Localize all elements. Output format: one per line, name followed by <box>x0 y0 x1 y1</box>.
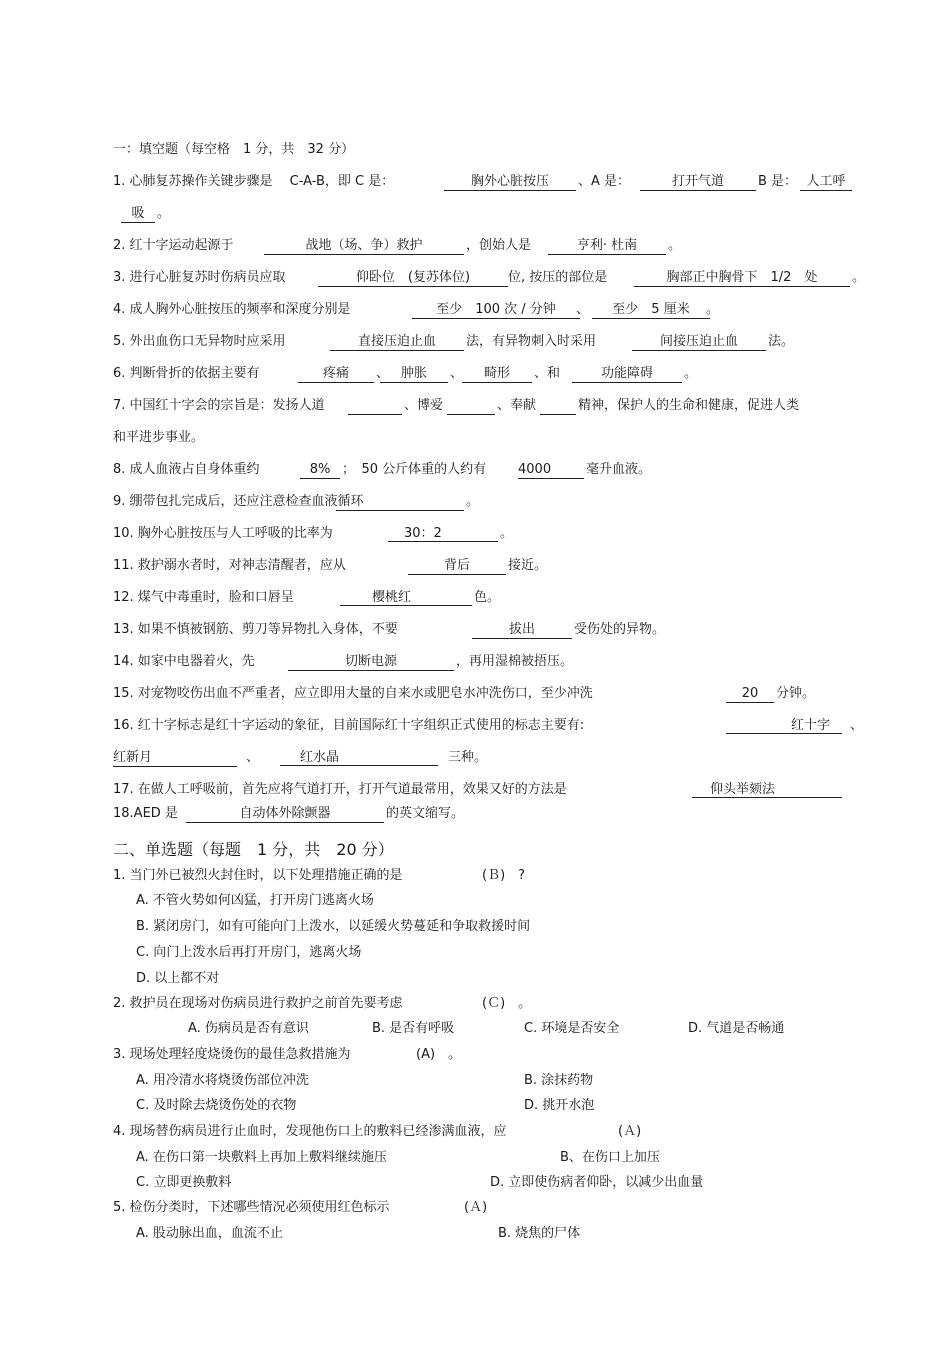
q4-end: 。 <box>706 302 720 317</box>
q16-answer-1: 红十字 <box>726 718 842 734</box>
mc1-stem: 1. 当门外已被烈火封住时，以下处理措施正确的是 <box>113 868 403 883</box>
mc4-option-a: A. 在伤口第一块敷料上再加上敷料继续施压 <box>136 1150 387 1165</box>
q7-blank-3 <box>540 398 576 415</box>
mc5-stem: 5. 检伤分类时，下述哪些情况必须使用红色标示 <box>113 1200 390 1215</box>
q3-end: 。 <box>852 270 866 285</box>
q4-text: 4. 成人胸外心脏按压的频率和深度分别是 <box>113 302 351 317</box>
q5-answer-1: 直接压迫止血 <box>330 334 464 351</box>
q16-answer-3: 红水晶 <box>280 750 438 766</box>
mc4-answer: (Ａ) <box>618 1124 642 1139</box>
q13-text: 13. 如果不慎被钢筋、剪刀等异物扎入身体，不要 <box>113 622 398 637</box>
q7-blank-1 <box>348 398 402 415</box>
q2-answer-2: 亨利· 杜南 <box>548 238 666 255</box>
q8-answer-2: 4000 <box>518 462 584 479</box>
q6-answer-1: 疼痛 <box>298 366 374 383</box>
q6-sep-3: 、和 <box>534 366 561 381</box>
mc2-answer: (Ｃ) 。 <box>482 996 532 1011</box>
mc2-option-b: B. 是否有呼吸 <box>372 1021 455 1036</box>
q4-answer-2: 至少 5 厘米 <box>592 302 710 319</box>
q1-answer-b-cont: 吸 <box>121 206 155 223</box>
q1-text-2: 、A 是： <box>578 174 631 189</box>
q18-answer: 自动体外除颤器 <box>186 806 384 823</box>
q1-text: 1. 心肺复苏操作关键步骤是 C-A-B，即 C 是： <box>113 174 395 189</box>
section1-title: 一：填空题（每空格 1 分，共 32 分） <box>113 142 355 157</box>
q17-text: 17. 在做人工呼吸前，首先应将气道打开，打开气道最常用，效果又好的方法是 <box>113 782 567 797</box>
q8-text: 8. 成人血液占自身体重约 <box>113 462 260 477</box>
q6-text: 6. 判断骨折的依据主要有 <box>113 366 260 381</box>
q5-end: 法。 <box>768 334 795 349</box>
q16-end: 三种。 <box>448 750 488 765</box>
q5-answer-2: 间接压迫止血 <box>632 334 766 351</box>
q15-text: 15. 对宠物咬伤出血不严重者，应立即用大量的自来水或肥皂水冲洗伤口，至少冲洗 <box>113 686 593 701</box>
mc2-option-a: A. 伤病员是否有意识 <box>188 1021 309 1036</box>
q1-end: 。 <box>157 206 171 221</box>
q10-text: 10. 胸外心脏按压与人工呼吸的比率为 <box>113 526 333 541</box>
q16-answer-2: 红新月 <box>113 750 237 767</box>
q14-answer: 切断电源 <box>288 654 454 671</box>
q6-answer-2: 肿胀 <box>380 366 448 383</box>
mc2-option-d: D. 气道是否畅通 <box>688 1021 785 1036</box>
q9-end: 。 <box>466 494 480 509</box>
q7-text-2: 、博爱 <box>404 398 444 413</box>
q15-end: 分钟。 <box>776 686 816 701</box>
mc3-option-d: D. 挑开水泡 <box>524 1098 595 1113</box>
q18-end: 的英文缩写。 <box>386 806 465 821</box>
q2-answer-1: 战地（场、争）救护 <box>264 238 464 255</box>
q8-text-2: ； 50 公斤体重的人约有 <box>342 462 487 477</box>
q9-text: 9. 绷带包扎完成后，还应注意检查血液循环 <box>113 494 364 509</box>
q3-answer-2: 胸部正中胸骨下 1/2 处 <box>634 270 850 287</box>
q4-answer-1: 至少 100 次 / 分钟 <box>412 302 580 319</box>
q3-text: 3. 进行心脏复苏时伤病员应取 <box>113 270 286 285</box>
q9-answer-underline <box>336 494 464 511</box>
q2-text: 2. 红十字运动起源于 <box>113 238 234 253</box>
q14-end: ，再用湿棉被捂压。 <box>456 654 574 669</box>
q8-end: 毫升血液。 <box>586 462 652 477</box>
q11-text: 11. 救护溺水者时，对神志清醒者，应从 <box>113 558 346 573</box>
q13-end: 受伤处的异物。 <box>574 622 666 637</box>
q4-text-2: 、 <box>576 302 590 317</box>
q12-answer: 樱桃红 <box>340 590 472 606</box>
q6-answer-3: 畸形 <box>462 366 532 383</box>
q5-text-2: 法，有异物刺入时采用 <box>466 334 597 349</box>
q16-sep-2: 、 <box>246 750 260 765</box>
q2-text-2: ，创始人是 <box>466 238 532 253</box>
mc5-option-a: A. 股动脉出血，血流不止 <box>136 1226 283 1241</box>
q6-sep-1: 、 <box>376 366 390 381</box>
q7-text-4: 精神，保护人的生命和健康，促进人类 <box>578 398 800 413</box>
mc3-option-a: A. 用冷清水将烧烫伤部位冲洗 <box>136 1073 309 1088</box>
q18-text: 18.AED 是 <box>113 806 178 821</box>
mc4-option-d: D. 立即使伤病者仰卧，以减少出血量 <box>490 1175 704 1190</box>
q6-sep-2: 、 <box>450 366 464 381</box>
q3-text-2: 位, 按压的部位是 <box>508 270 608 285</box>
mc4-stem: 4. 现场替伤病员进行止血时，发现他伤口上的敷料已经渗满血液，应 <box>113 1124 507 1139</box>
mc3-answer: (A) 。 <box>416 1047 462 1062</box>
mc2-option-c: C. 环境是否安全 <box>524 1021 620 1036</box>
q12-end: 色。 <box>474 590 501 605</box>
mc3-stem: 3. 现场处理轻度烧烫伤的最佳急救措施为 <box>113 1047 351 1062</box>
q13-answer: 拔出 <box>472 622 572 639</box>
q1-answer-a: 打开气道 <box>640 174 756 191</box>
q8-answer-1: 8% <box>300 462 340 479</box>
q10-answer: 30：2 <box>388 526 498 542</box>
q14-text: 14. 如家中电器着火，先 <box>113 654 255 669</box>
q1-answer-c: 胸外心脏按压 <box>444 174 576 191</box>
q7-line-2: 和平进步事业。 <box>113 430 205 445</box>
q10-end: 。 <box>500 526 514 541</box>
q12-text: 12. 煤气中毒重时，脸和口唇呈 <box>113 590 294 605</box>
mc1-option-a: A. 不管火势如何凶猛，打开房门逃离火场 <box>136 893 374 908</box>
mc5-answer: (Ａ) <box>464 1200 488 1215</box>
q5-text: 5. 外出血伤口无异物时应采用 <box>113 334 286 349</box>
mc3-option-b: B. 涂抹药物 <box>524 1073 594 1088</box>
q2-end: 。 <box>668 238 682 253</box>
mc1-option-d: D. 以上都不对 <box>136 971 220 986</box>
q11-answer: 背后 <box>408 558 506 575</box>
q15-answer: 20 <box>726 686 774 703</box>
section2-title: 二、单选题（每题 1 分，共 20 分） <box>113 840 394 859</box>
mc1-option-b: B. 紧闭房门，如有可能向门上泼水，以延缓火势蔓延和争取救援时间 <box>136 919 531 934</box>
q1-text-3: B 是： <box>758 174 798 189</box>
mc2-stem: 2. 救护员在现场对伤病员进行救护之前首先要考虑 <box>113 996 403 1011</box>
q17-answer: 仰头举颏法 <box>692 782 842 798</box>
q7-blank-2 <box>447 398 495 415</box>
mc5-option-b: B. 烧焦的尸体 <box>498 1226 581 1241</box>
q11-end: 接近。 <box>508 558 548 573</box>
q7-text: 7. 中国红十字会的宗旨是：发扬人道 <box>113 398 325 413</box>
q3-answer-1: 仰卧位 (复苏体位) <box>318 270 508 287</box>
q16-sep-1: 、 <box>850 718 864 733</box>
q16-text: 16. 红十字标志是红十字运动的象征，目前国际红十字组织正式使用的标志主要有: <box>113 718 585 733</box>
mc1-answer: (Ｂ) ? <box>482 868 526 883</box>
q6-end: 。 <box>684 366 698 381</box>
q6-answer-4: 功能障碍 <box>572 366 682 383</box>
mc1-option-c: C. 向门上泼水后再打开房门，逃离火场 <box>136 945 362 960</box>
mc4-option-c: C. 立即更换敷料 <box>136 1175 232 1190</box>
q1-answer-b: 人工呼 <box>800 174 852 191</box>
mc4-option-b: B、在伤口上加压 <box>560 1150 660 1165</box>
mc3-option-c: C. 及时除去烧烫伤处的衣物 <box>136 1098 297 1113</box>
q7-text-3: 、奉献 <box>497 398 537 413</box>
